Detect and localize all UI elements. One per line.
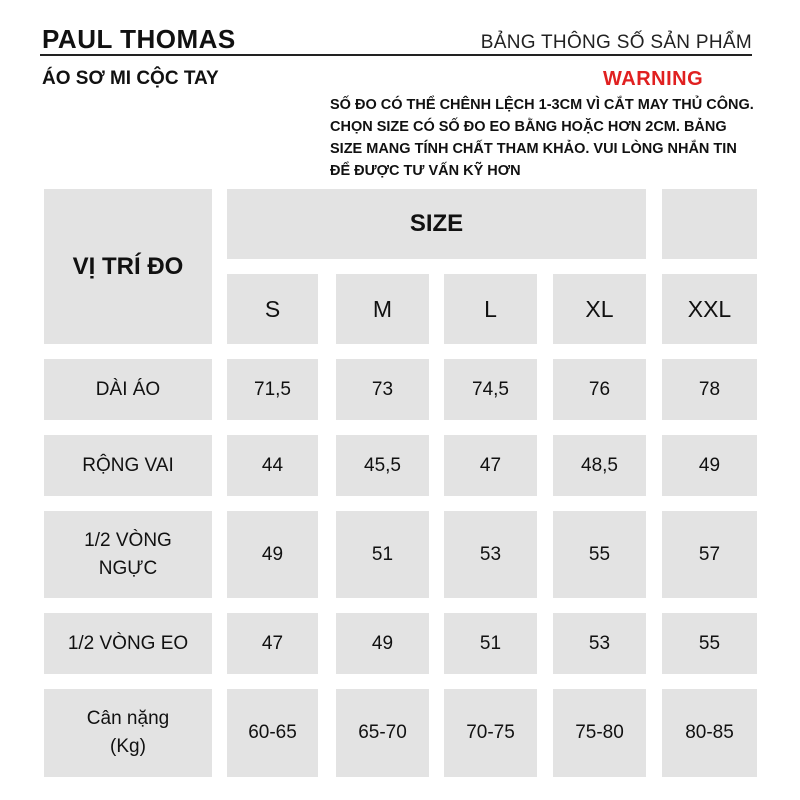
value-cell (553, 435, 646, 496)
value-cell (227, 689, 318, 777)
value: 73 (371, 378, 394, 400)
warning-text: SỐ ĐO CÓ THỂ CHÊNH LỆCH 1-3CM VÌ CẮT MAY THỦ CÔNG. CHỌN SIZE CÓ SỐ ĐO EO BẰNG HOẶC HƠN 2CM. BẢNG SIZE MANG TÍNH CHẤT THAM KHẢO. VUI LÒNG NHẮN TIN ĐỂ ĐƯỢC TƯ VẤN KỸ HƠN (330, 97, 754, 179)
value: 71,5 (254, 378, 291, 400)
value: 49 (371, 632, 394, 654)
value-cell (662, 613, 757, 674)
value-cell (444, 511, 537, 598)
value-cell (227, 435, 318, 496)
value-cell (336, 435, 429, 496)
row-label-cell (44, 435, 212, 496)
value: 78 (698, 378, 721, 400)
value: 55 (698, 632, 721, 654)
row-label: 1/2 VÒNG EO (67, 632, 189, 654)
value: 65-70 (358, 722, 407, 743)
row-label-cell (44, 613, 212, 674)
value: 53 (479, 543, 502, 565)
value-cell (444, 613, 537, 674)
header-rule (40, 54, 752, 56)
value: 45,5 (364, 454, 401, 476)
value-cell (444, 689, 537, 777)
size-cell-xxl (662, 274, 757, 344)
value: 47 (479, 454, 502, 476)
size-label: M (372, 295, 393, 322)
value-cell (444, 359, 537, 420)
document-title: BẢNG THÔNG SỐ SẢN PHẨM (480, 32, 752, 53)
brand-name: PAUL THOMAS (42, 24, 236, 54)
size-cell-s (227, 274, 318, 344)
value-cell (336, 359, 429, 420)
value-cell (553, 359, 646, 420)
size-label: XL (585, 295, 614, 322)
position-header-cell (44, 189, 212, 344)
row-label-cell (44, 359, 212, 420)
size-cell-xl (553, 274, 646, 344)
value-cell (662, 689, 757, 777)
row-label: 1/2 VÒNG NGỰC (84, 529, 172, 579)
value-cell (662, 511, 757, 598)
value: 80-85 (685, 722, 734, 743)
value: 48,5 (581, 454, 618, 476)
value-cell (662, 359, 757, 420)
value-cell (553, 511, 646, 598)
size-cell-m (336, 274, 429, 344)
row-label: Cân nặng (Kg) (86, 708, 170, 757)
value: 57 (698, 543, 721, 565)
size-label: S (264, 295, 281, 322)
row-label: RỘNG VAI (82, 454, 174, 476)
row-label-cell (44, 689, 212, 777)
value: 49 (698, 454, 721, 476)
value: 49 (261, 543, 284, 565)
value: 76 (588, 378, 611, 400)
warning-title: WARNING (603, 68, 704, 90)
value-cell (336, 511, 429, 598)
value-cell (553, 689, 646, 777)
value-cell (227, 613, 318, 674)
product-name: ÁO SƠ MI CỘC TAY (42, 68, 219, 89)
value: 44 (261, 454, 284, 476)
value-cell (553, 613, 646, 674)
value: 51 (371, 543, 394, 565)
value-cell (336, 689, 429, 777)
size-header-label: SIZE (409, 210, 464, 237)
size-cell-l (444, 274, 537, 344)
value-cell (662, 435, 757, 496)
value: 74,5 (472, 378, 509, 400)
value: 60-65 (248, 722, 297, 743)
size-header-cell (227, 189, 646, 259)
value: 75-80 (575, 722, 624, 743)
value-cell (227, 511, 318, 598)
row-label-cell (44, 511, 212, 598)
value: 55 (588, 543, 611, 565)
row-label: DÀI ÁO (95, 378, 161, 400)
value-cell (336, 613, 429, 674)
position-header-label: VỊ TRÍ ĐO (72, 252, 184, 280)
value: 70-75 (466, 722, 515, 743)
size-label: XXL (687, 295, 732, 322)
size-header-blank-cell (662, 189, 757, 259)
value-cell (444, 435, 537, 496)
size-label: L (484, 295, 497, 322)
value-cell (227, 359, 318, 420)
value: 53 (588, 632, 611, 654)
value: 47 (261, 632, 284, 654)
value: 51 (479, 632, 502, 654)
